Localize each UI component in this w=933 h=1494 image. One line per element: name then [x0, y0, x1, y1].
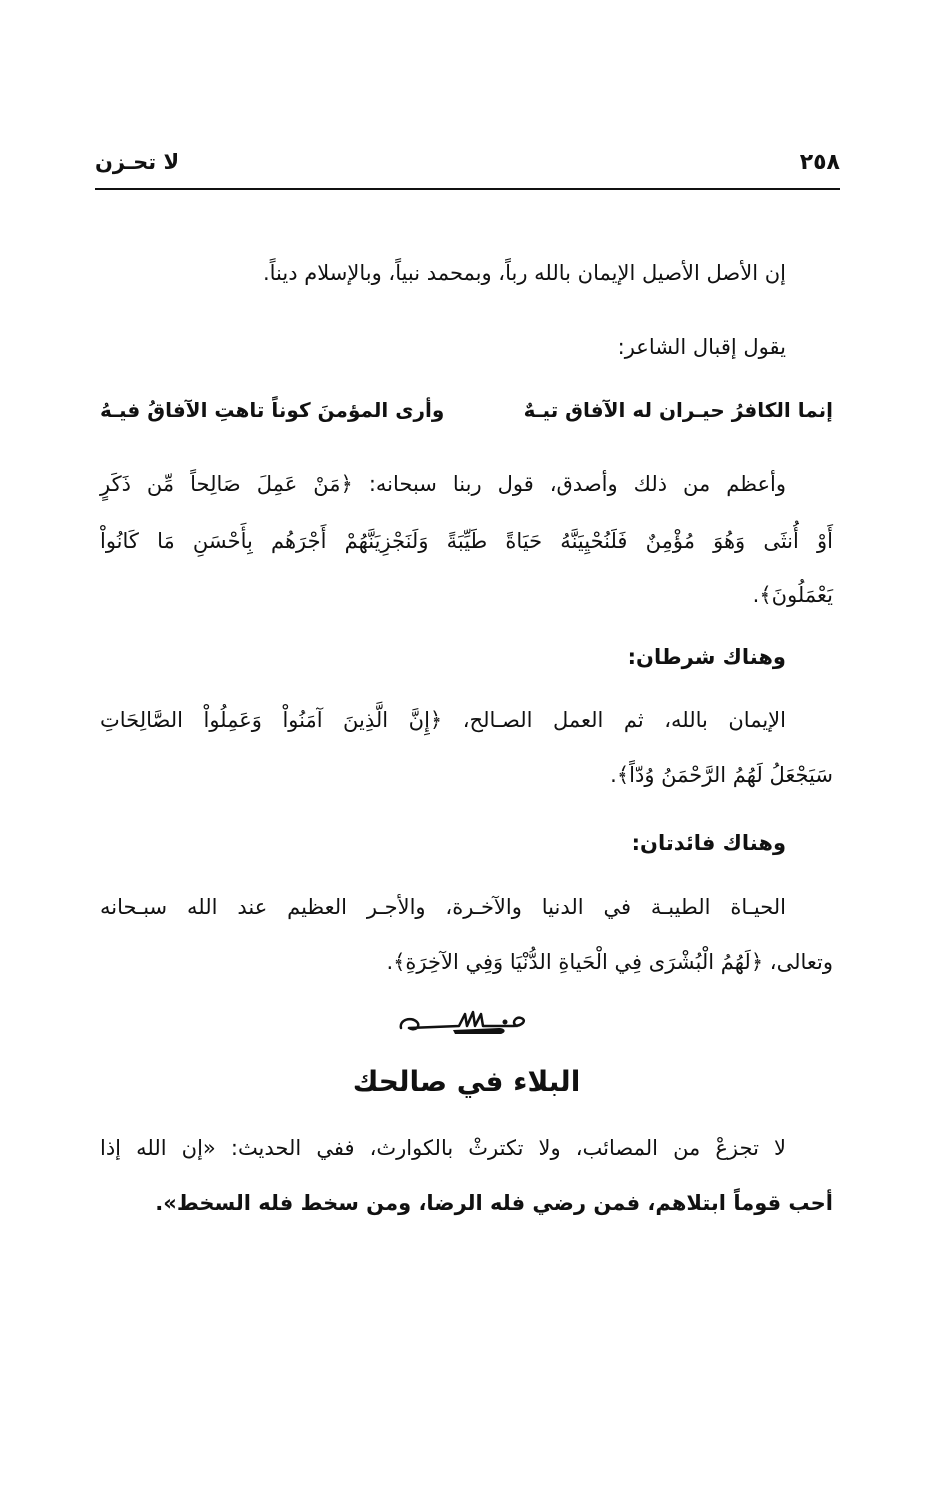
- running-book-title: لا تحـزن: [95, 150, 180, 174]
- paragraph-quran-line-1: وأعظم من ذلك وأصدق، قول ربنا سبحانه: ﴿مَنْ عَمِلَ صَالِحاً مِّن ذَكَرٍ: [100, 472, 786, 496]
- paragraph-conditions-line-2: سَيَجْعَلُ لَهُمُ الرَّحْمَنُ وُدّاً﴾.: [610, 763, 833, 787]
- paragraph-benefits-line-2: وتعالى، ﴿لَهُمُ الْبُشْرَى فِي الْحَياةِ الدُّنْيَا وَفِي الآخِرَةِ﴾.: [386, 950, 833, 974]
- paragraph-faith-foundation: إن الأصل الأصيل الإيمان بالله رباً، وبمحمد نبياً، وبالإسلام ديناً.: [262, 261, 786, 285]
- paragraph-quran-line-3: يَعْمَلُونَ﴾.: [752, 583, 833, 607]
- section-paragraph-line-2: أحب قوماً ابتلاهم، فمن رضي فله الرضا، ومن سخط فله السخط».: [155, 1191, 833, 1215]
- verse-second-hemistich: وأرى المؤمنَ كوناً تاهتِ الآفاقُ فيـهُ: [100, 398, 445, 422]
- heading-two-conditions: وهناك شرطان:: [627, 645, 786, 669]
- page-header: [95, 150, 840, 186]
- paragraph-conditions-line-1: الإيمان بالله، ثم العمل الصـالح، ﴿إِنَّ الَّذِينَ آمَنُواْ وَعَمِلُواْ الصَّالِحَاتِ: [100, 708, 786, 732]
- header-divider: [95, 188, 840, 190]
- decorative-flourish-icon: [395, 1006, 530, 1042]
- heading-two-benefits: وهناك فائدتان:: [631, 831, 786, 855]
- poetry-verse: [100, 392, 833, 428]
- page-number: ٢٥٨: [799, 150, 840, 175]
- section-title: البلاء في صالحك: [352, 1065, 581, 1098]
- paragraph-benefits-line-1: الحيـاة الطيبـة في الدنيا والآخـرة، والأجـر العظيم عند الله سبـحانه: [100, 895, 786, 919]
- verse-first-hemistich: إنما الكافرُ حيـران له الآفاق تيـهٌ: [523, 398, 833, 422]
- paragraph-quran-line-2: أَوْ أُنثَى وَهُوَ مُؤْمِنٌ فَلَنُحْيِيَنَّهُ حَيَاةً طَيِّبَةً وَلَنَجْزِيَنَّهُمْ أَجْرَهُم بِأَحْسَنِ مَا كَانُواْ: [100, 529, 833, 553]
- paragraph-iqbal-intro: يقول إقبال الشاعر:: [617, 335, 786, 359]
- section-paragraph-line-1: لا تجزعْ من المصائب، ولا تكترثْ بالكوارث، ففي الحديث: «إن الله إذا: [100, 1136, 786, 1160]
